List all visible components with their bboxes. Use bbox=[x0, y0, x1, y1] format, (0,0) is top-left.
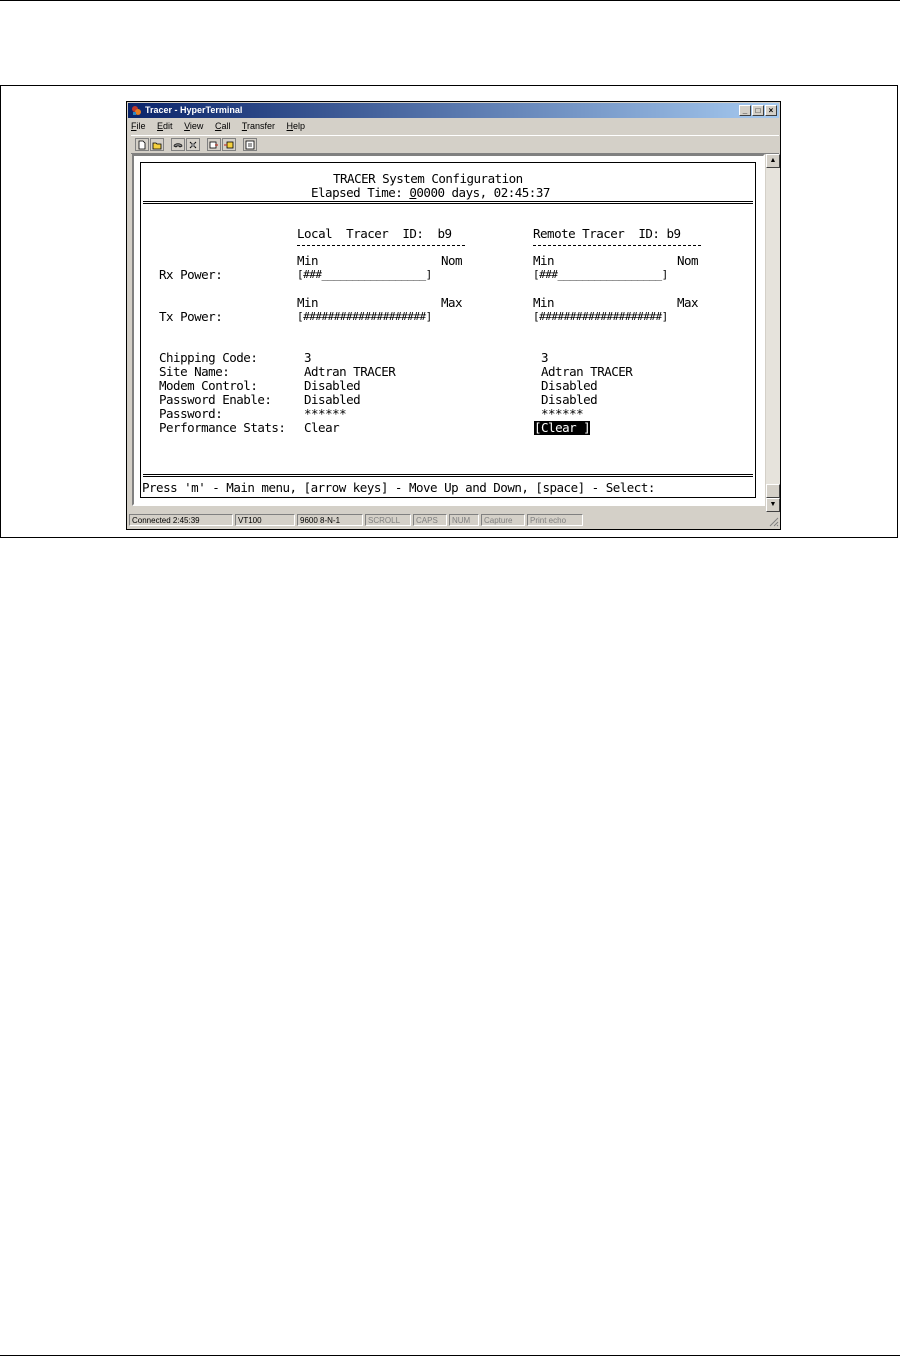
text-cursor: 0 bbox=[409, 185, 417, 200]
local-rx-bar: [###_________________] bbox=[297, 268, 432, 281]
terminal-frame bbox=[140, 162, 756, 498]
modem-control-label: Modem Control: bbox=[159, 378, 258, 393]
status-settings: 9600 8-N-1 bbox=[297, 514, 363, 526]
local-tx-bar: [####################] bbox=[297, 310, 432, 323]
maximize-button[interactable]: □ bbox=[752, 105, 764, 116]
status-print-echo: Print echo bbox=[527, 514, 583, 526]
remote-clear-stats-field[interactable]: [Clear ] bbox=[534, 420, 591, 435]
new-icon[interactable] bbox=[135, 138, 149, 151]
local-tx-min-label: Min bbox=[297, 295, 319, 310]
resize-grip-icon[interactable] bbox=[768, 516, 779, 527]
local-site-name: Adtran TRACER bbox=[304, 364, 396, 379]
terminal-screen[interactable] bbox=[132, 154, 765, 506]
password-enable-label: Password Enable: bbox=[159, 392, 272, 407]
bottom-double-rule bbox=[143, 474, 753, 477]
menu-transfer[interactable]: Transfer bbox=[241, 121, 275, 131]
menu-edit[interactable]: Edit bbox=[157, 121, 173, 131]
site-name-label: Site Name: bbox=[159, 364, 230, 379]
local-password-enable: Disabled bbox=[304, 392, 361, 407]
window-title: Tracer - HyperTerminal bbox=[145, 105, 243, 115]
toolbar bbox=[131, 135, 779, 154]
local-modem-control: Disabled bbox=[304, 378, 361, 393]
remote-tx-bar: [####################] bbox=[533, 310, 668, 323]
remote-tx-min-label: Min bbox=[533, 295, 555, 310]
local-rx-nom-label: Nom bbox=[441, 253, 463, 268]
status-caps: CAPS bbox=[413, 514, 447, 526]
receive-icon[interactable] bbox=[222, 138, 236, 151]
top-double-rule bbox=[143, 201, 753, 204]
open-icon[interactable] bbox=[150, 138, 164, 151]
remote-tracer-header: Remote Tracer ID: b9 bbox=[533, 226, 681, 241]
menu-call[interactable]: Call bbox=[214, 121, 231, 131]
disconnect-icon[interactable] bbox=[186, 138, 200, 151]
remote-password: ****** bbox=[541, 406, 584, 421]
title-bar[interactable] bbox=[128, 103, 779, 118]
page-bottom-rule bbox=[0, 1355, 900, 1356]
window-controls bbox=[738, 105, 777, 116]
menu-file[interactable]: File bbox=[131, 121, 146, 131]
remote-modem-control: Disabled bbox=[541, 378, 598, 393]
hyperterminal-window bbox=[126, 101, 781, 530]
remote-rx-min-label: Min bbox=[533, 253, 555, 268]
scroll-down-arrow-icon[interactable]: ▼ bbox=[766, 498, 780, 512]
close-button[interactable]: × bbox=[765, 105, 777, 116]
local-chipping-code: 3 bbox=[304, 350, 312, 365]
vertical-scrollbar[interactable] bbox=[766, 154, 780, 512]
status-bar bbox=[129, 514, 779, 528]
menu-view[interactable]: View bbox=[184, 121, 204, 131]
remote-tx-max-label: Max bbox=[677, 295, 699, 310]
status-emulation: VT100 bbox=[235, 514, 295, 526]
chipping-code-label: Chipping Code: bbox=[159, 350, 258, 365]
status-scroll: SCROLL bbox=[365, 514, 411, 526]
send-icon[interactable] bbox=[207, 138, 221, 151]
rx-power-label: Rx Power: bbox=[159, 267, 223, 282]
password-label: Password: bbox=[159, 406, 223, 421]
scroll-thumb[interactable] bbox=[766, 484, 780, 498]
status-num: NUM bbox=[449, 514, 479, 526]
screen-title: TRACER System Configuration bbox=[333, 171, 523, 186]
local-tx-max-label: Max bbox=[441, 295, 463, 310]
performance-stats-label: Performance Stats: bbox=[159, 420, 286, 435]
remote-rx-bar: [###_________________] bbox=[533, 268, 668, 281]
local-performance-stats: Clear bbox=[304, 420, 340, 435]
local-rx-min-label: Min bbox=[297, 253, 319, 268]
status-capture: Capture bbox=[481, 514, 525, 526]
menu-help[interactable]: Help bbox=[286, 121, 306, 131]
page-top-rule bbox=[0, 0, 900, 1]
local-header-underline bbox=[297, 245, 465, 246]
remote-rx-nom-label: Nom bbox=[677, 253, 699, 268]
minimize-button[interactable]: _ bbox=[739, 105, 751, 116]
remote-site-name: Adtran TRACER bbox=[541, 364, 633, 379]
remote-chipping-code: 3 bbox=[541, 350, 549, 365]
hyperterminal-app-icon bbox=[131, 105, 142, 116]
properties-icon[interactable] bbox=[243, 138, 257, 151]
status-connected: Connected 2:45:39 bbox=[129, 514, 233, 526]
scroll-up-arrow-icon[interactable]: ▲ bbox=[766, 154, 780, 168]
local-password: ****** bbox=[304, 406, 347, 421]
tx-power-label: Tx Power: bbox=[159, 309, 223, 324]
elapsed-time: Elapsed Time: 00000 days, 02:45:37 bbox=[311, 185, 550, 200]
remote-password-enable: Disabled bbox=[541, 392, 598, 407]
remote-header-underline bbox=[533, 245, 701, 246]
local-tracer-header: Local Tracer ID: b9 bbox=[297, 226, 452, 241]
menu-bar bbox=[131, 119, 314, 133]
footer-help-text: Press 'm' - Main menu, [arrow keys] - Move Up and Down, [space] - Select: bbox=[142, 480, 655, 495]
connect-icon[interactable] bbox=[171, 138, 185, 151]
